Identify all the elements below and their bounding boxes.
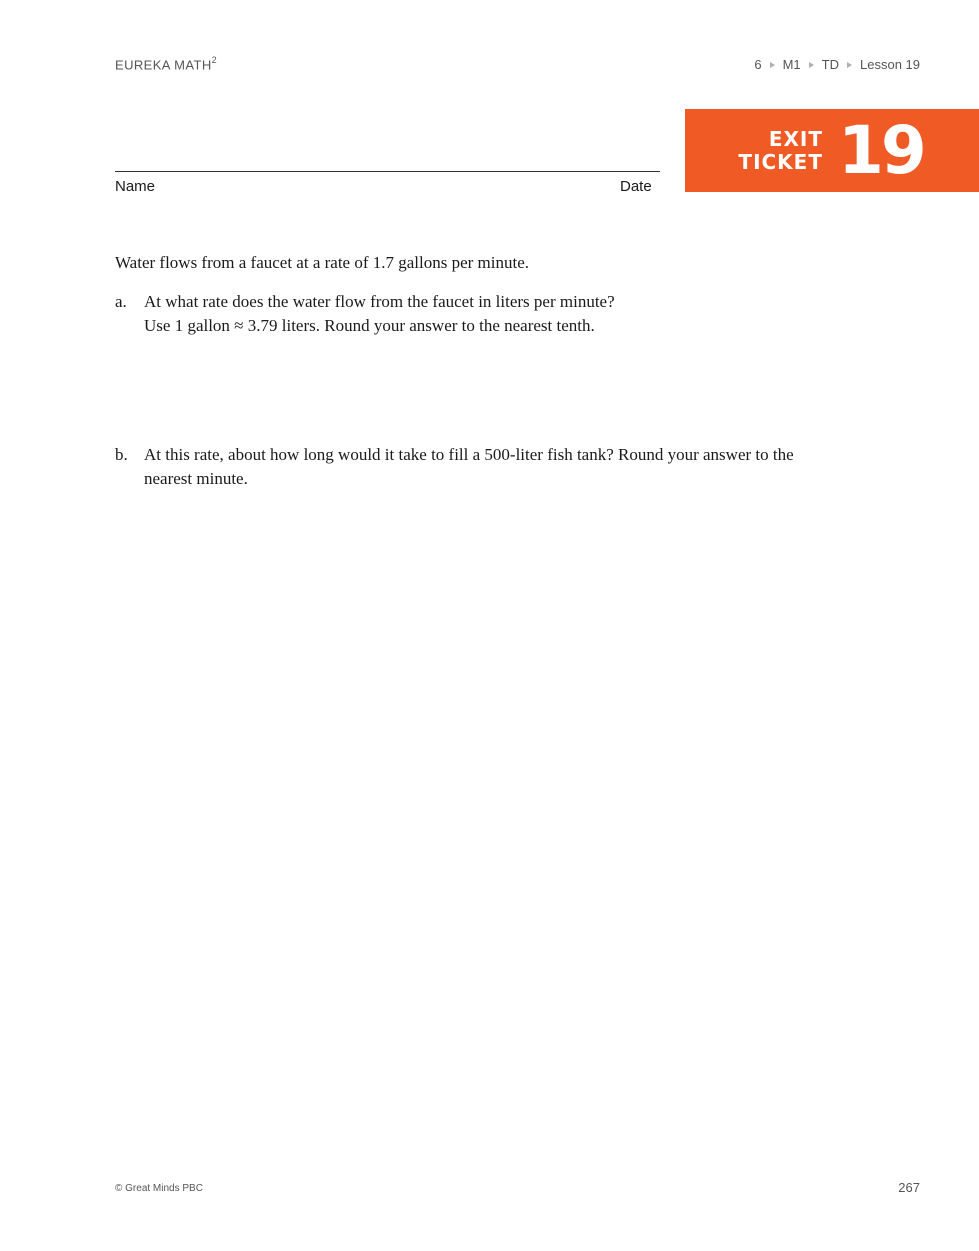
question-line: Use 1 gallon ≈ 3.79 liters. Round your answer to the nearest tenth.	[144, 316, 595, 335]
breadcrumb-lesson: Lesson 19	[860, 57, 920, 72]
brand-superscript: 2	[211, 55, 218, 65]
footer-copyright: © Great Minds PBC	[115, 1183, 203, 1194]
exit-ticket-title	[738, 128, 823, 174]
question-body	[144, 443, 895, 491]
breadcrumb-grade: 6	[754, 57, 762, 72]
question-line: nearest minute.	[144, 469, 248, 488]
question-letter: b.	[115, 445, 128, 464]
exit-ticket-number: 19	[838, 112, 924, 189]
breadcrumb-arrow-icon	[770, 62, 775, 68]
problem-intro: Water flows from a faucet at a rate of 1.7 gallons per minute.	[115, 253, 530, 272]
name-date-line[interactable]	[115, 171, 660, 172]
exit-ticket-banner	[685, 109, 979, 192]
question-line: At what rate does the water flow from the faucet in liters per minute?	[144, 292, 615, 311]
breadcrumb	[754, 57, 920, 72]
page-number: 267	[898, 1180, 920, 1195]
brand-text: EUREKA MATH	[115, 57, 212, 73]
question-a	[115, 290, 895, 338]
exit-ticket-line1: EXIT	[768, 127, 823, 151]
date-label: Date	[620, 178, 652, 195]
name-label: Name	[115, 178, 156, 195]
question-line: At this rate, about how long would it take to fill a 500-liter fish tank? Round your answer to the	[144, 445, 794, 464]
question-letter: a.	[115, 292, 127, 311]
breadcrumb-module: M1	[782, 57, 801, 72]
breadcrumb-arrow-icon	[847, 62, 852, 68]
question-body	[144, 290, 895, 338]
exit-ticket-line2: TICKET	[738, 150, 823, 174]
question-b	[115, 443, 895, 491]
brand-label	[115, 56, 217, 72]
breadcrumb-topic: TD	[821, 57, 839, 72]
breadcrumb-arrow-icon	[809, 62, 814, 68]
